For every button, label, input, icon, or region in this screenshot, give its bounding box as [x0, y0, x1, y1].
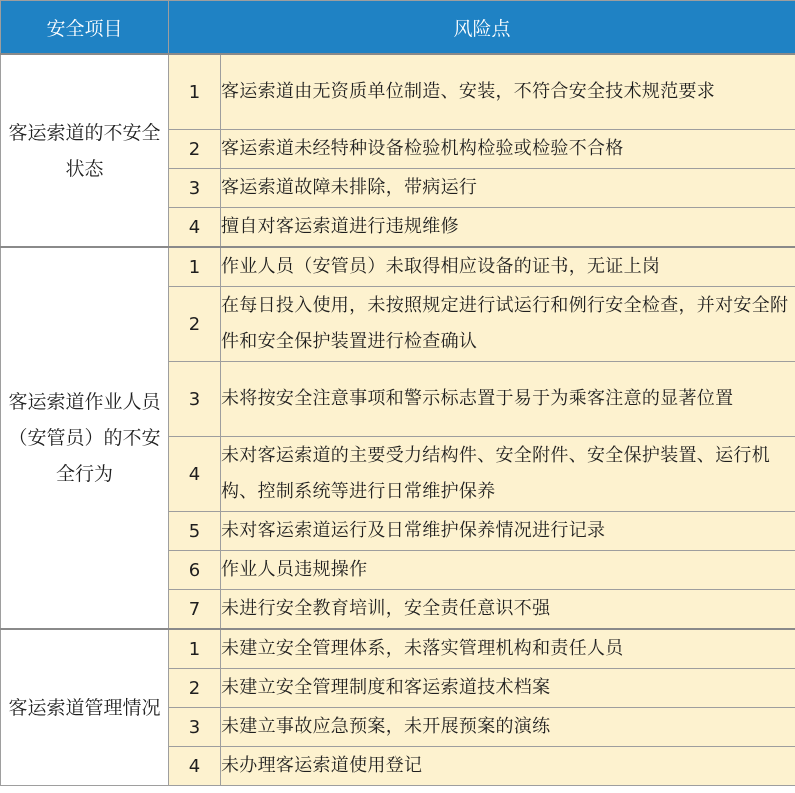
- item-number: 3: [169, 708, 221, 747]
- item-number: 3: [169, 362, 221, 437]
- table-header-row: [1, 1, 795, 55]
- category-cell: 客运索道的不安全状态: [1, 54, 169, 247]
- item-number: 4: [169, 747, 221, 786]
- risk-text: 客运索道未经特种设备检验机构检验或检验不合格: [221, 130, 795, 169]
- risk-text: 未将按安全注意事项和警示标志置于易于为乘客注意的显著位置: [221, 362, 795, 437]
- risk-text: 未建立事故应急预案，未开展预案的演练: [221, 708, 795, 747]
- risk-text: 未进行安全教育培训，安全责任意识不强: [221, 590, 795, 630]
- item-number: 2: [169, 287, 221, 362]
- risk-text: 客运索道故障未排除，带病运行: [221, 169, 795, 208]
- risk-text: 未办理客运索道使用登记: [221, 747, 795, 786]
- risk-text: 在每日投入使用，未按照规定进行试运行和例行安全检查，并对安全附件和安全保护装置进行检查确认: [221, 287, 795, 362]
- item-number: 1: [169, 247, 221, 287]
- category-cell: 客运索道作业人员（安管员）的不安全行为: [1, 247, 169, 629]
- item-number: 2: [169, 130, 221, 169]
- item-number: 1: [169, 54, 221, 130]
- header-category: 安全项目: [1, 1, 169, 55]
- item-number: 3: [169, 169, 221, 208]
- table-row: [1, 54, 795, 130]
- risk-text: 未对客运索道运行及日常维护保养情况进行记录: [221, 512, 795, 551]
- risk-text: 作业人员（安管员）未取得相应设备的证书，无证上岗: [221, 247, 795, 287]
- item-number: 2: [169, 669, 221, 708]
- item-number: 6: [169, 551, 221, 590]
- category-cell: 客运索道管理情况: [1, 629, 169, 786]
- risk-text: 未建立安全管理体系，未落实管理机构和责任人员: [221, 629, 795, 669]
- risk-text: 擅自对客运索道进行违规维修: [221, 208, 795, 248]
- risk-text: 作业人员违规操作: [221, 551, 795, 590]
- item-number: 7: [169, 590, 221, 630]
- item-number: 4: [169, 437, 221, 512]
- item-number: 4: [169, 208, 221, 248]
- risk-text: 未对客运索道的主要受力结构件、安全附件、安全保护装置、运行机构、控制系统等进行日常维护保养: [221, 437, 795, 512]
- table-row: [1, 629, 795, 669]
- risk-text: 客运索道由无资质单位制造、安装，不符合安全技术规范要求: [221, 54, 795, 130]
- item-number: 5: [169, 512, 221, 551]
- item-number: 1: [169, 629, 221, 669]
- header-risk: 风险点: [169, 1, 795, 55]
- table-row: [1, 247, 795, 287]
- risk-text: 未建立安全管理制度和客运索道技术档案: [221, 669, 795, 708]
